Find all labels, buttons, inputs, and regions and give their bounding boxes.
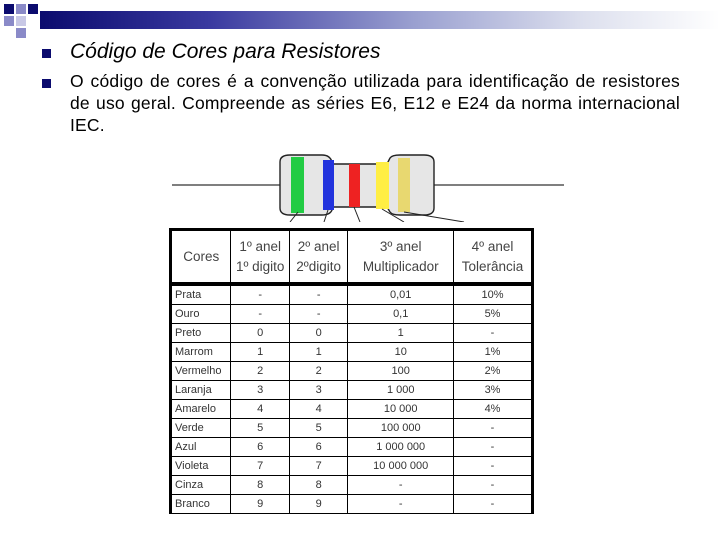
header-anel-3 [348,231,454,283]
cell-tolerance: 1% [454,343,532,362]
table-row [172,438,532,457]
cell-color-name: Branco [172,495,231,514]
cell-color-name: Azul [172,438,231,457]
description-text: O código de cores é a convenção utilizada para identificação de resistores de uso geral. Compreende as séries E6, E12 e E24 da norma internacional IEC. [70,71,680,135]
cell-digit-1: 0 [231,324,289,343]
cell-tolerance: 4% [454,400,532,419]
decor-square [16,28,26,38]
cell-tolerance: 10% [454,286,532,305]
resistor-band-gold [398,158,410,212]
header-line1: 1º anel [239,238,282,254]
cell-digit-1: 8 [231,476,289,495]
cell-tolerance: 5% [454,305,532,324]
cell-tolerance: 3% [454,381,532,400]
cell-tolerance: - [454,457,532,476]
cell-digit-2: 9 [289,495,347,514]
cell-digit-2: - [289,286,347,305]
header-line2: 1º digito [235,258,285,274]
pointer-line [404,212,464,222]
color-code-table [171,230,532,514]
resistor-band-red [349,164,360,207]
cell-color-name: Ouro [172,305,231,324]
bullet-item [40,70,680,136]
cell-color-name: Marrom [172,343,231,362]
cell-digit-1: - [231,286,289,305]
bullet-item [40,36,680,66]
cell-digit-1: 1 [231,343,289,362]
cell-color-name: Verde [172,419,231,438]
cell-tolerance: - [454,438,532,457]
cell-digit-2: 5 [289,419,347,438]
cell-multiplier: 1 [348,324,454,343]
color-code-table-frame [169,228,534,514]
cell-tolerance: - [454,419,532,438]
table-row [172,286,532,305]
decor-square [28,4,38,14]
header-line1: Cores [183,248,220,264]
cell-multiplier: 1 000 000 [348,438,454,457]
cell-digit-2: 3 [289,381,347,400]
cell-multiplier: - [348,476,454,495]
bullet-square-icon [42,79,51,88]
table-row [172,343,532,362]
header-anel-2 [289,231,347,283]
table-row [172,381,532,400]
cell-color-name: Preto [172,324,231,343]
cell-multiplier: 100 [348,362,454,381]
cell-digit-2: 6 [289,438,347,457]
header-gradient-stripe [40,11,720,29]
cell-digit-1: 5 [231,419,289,438]
cell-digit-1: 6 [231,438,289,457]
cell-digit-2: 4 [289,400,347,419]
cell-tolerance: - [454,495,532,514]
cell-digit-2: 2 [289,362,347,381]
resistor-band-green [291,157,304,213]
pointer-line [354,207,360,222]
decor-square [16,4,26,14]
cell-digit-2: - [289,305,347,324]
table-row [172,495,532,514]
cell-digit-1: 2 [231,362,289,381]
cell-multiplier: 0,1 [348,305,454,324]
cell-multiplier: 0,01 [348,286,454,305]
cell-multiplier: 10 [348,343,454,362]
header-line1: 3º anel [379,238,422,254]
cell-tolerance: 2% [454,362,532,381]
cell-color-name: Vermelho [172,362,231,381]
header-line2: Tolerância [461,258,524,274]
cell-multiplier: - [348,495,454,514]
bullet-list [40,36,680,136]
table-row [172,419,532,438]
cell-color-name: Prata [172,286,231,305]
decor-square [4,16,14,26]
table-row [172,457,532,476]
cell-digit-1: - [231,305,289,324]
table-row [172,476,532,495]
cell-tolerance: - [454,476,532,495]
resistor-band-blue [323,160,334,210]
table-row [172,324,532,343]
cell-color-name: Amarelo [172,400,231,419]
cell-digit-2: 1 [289,343,347,362]
slide-title: Código de Cores para Resistores [70,40,381,63]
cell-digit-1: 4 [231,400,289,419]
resistor-band-yellow [376,162,389,209]
decor-square [16,16,26,26]
resistor-illustration [172,152,564,222]
cell-multiplier: 1 000 [348,381,454,400]
header-line2: 2ºdigito [296,258,342,274]
header-anel-4 [454,231,532,283]
cell-multiplier: 10 000 000 [348,457,454,476]
cell-multiplier: 10 000 [348,400,454,419]
cell-digit-2: 7 [289,457,347,476]
table-row [172,362,532,381]
bullet-square-icon [42,49,51,58]
cell-tolerance: - [454,324,532,343]
cell-digit-2: 0 [289,324,347,343]
cell-color-name: Violeta [172,457,231,476]
cell-digit-1: 7 [231,457,289,476]
header-line1: 4º anel [471,238,514,254]
cell-multiplier: 100 000 [348,419,454,438]
cell-digit-2: 8 [289,476,347,495]
header-cores [172,231,231,283]
table-header-row [172,231,532,283]
table-row [172,400,532,419]
header-anel-1 [231,231,289,283]
decor-square [4,4,14,14]
cell-digit-1: 3 [231,381,289,400]
cell-color-name: Cinza [172,476,231,495]
cell-color-name: Laranja [172,381,231,400]
header-line1: 2º anel [297,238,340,254]
header-line2: Multiplicador [362,258,439,274]
table-body [172,283,532,514]
table-row [172,305,532,324]
cell-digit-1: 9 [231,495,289,514]
